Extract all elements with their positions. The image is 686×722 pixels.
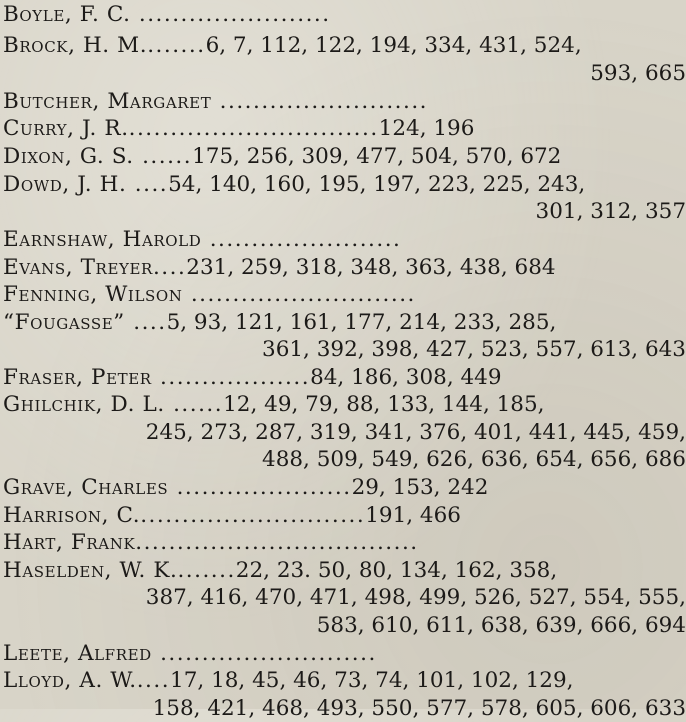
dot-leader: .................. [151,365,311,390]
entry-name: “Fougasse” [3,310,125,335]
index-entry [0,143,686,170]
dot-leader: .............................. [128,116,379,141]
entry-name: Brock, H. M. [3,33,148,58]
index-entry [0,281,686,308]
page-numbers-continued: 583, 610, 611, 638, 639, 666, 694 [316,613,686,638]
dot-leader: ...... [164,392,224,417]
index-entry [0,529,686,556]
index-entry-continuation [0,60,686,87]
index-entry [0,667,686,694]
entry-name: Harrison, C. [3,503,141,528]
page-numbers: 84, 186, 308, 449 [310,365,502,390]
dot-leader: ....................... [130,2,331,27]
index-entry [0,171,686,198]
page-numbers: 175, 256, 309, 477, 504, 570, 672 [192,144,562,169]
index-entry [0,309,686,336]
entry-name: Dowd, J. H. [3,172,127,197]
index-entry [0,391,686,418]
index-entry-continuation [0,612,686,639]
index-entry-continuation [0,336,686,363]
index-entry [0,254,686,281]
index-entry [0,1,686,28]
entry-name: Curry, J. R. [3,116,129,141]
page-numbers-continued: 593, 665 [590,61,686,86]
entry-name: Fenning, Wilson [3,282,183,307]
page-numbers: 5, 93, 121, 161, 177, 214, 233, 285, [166,310,557,335]
dot-leader: ...... [133,144,193,169]
dot-leader: ......................... [211,89,429,114]
index-entry [0,557,686,584]
index-entry-continuation [0,419,686,446]
page-numbers: 17, 18, 45, 46, 73, 74, 101, 102, 129, [170,668,574,693]
dot-leader: ....... [147,33,206,58]
index-entry-continuation [0,198,686,225]
entry-name: Boyle, F. C. [3,2,131,27]
dot-leader: ....................... [201,227,402,252]
index-entry [0,502,686,529]
entry-name: Lloyd, A. W. [3,668,137,693]
index-entry [0,640,686,667]
entry-name: Fraser, Peter [3,365,152,390]
page-numbers-continued: 387, 416, 470, 471, 498, 499, 526, 527, 554, 555, [145,585,686,610]
entry-name: Earnshaw, Harold [3,227,202,252]
dot-leader: .... [136,668,171,693]
dot-leader: ........................... [182,282,416,307]
dot-leader: .... [126,172,169,197]
page-numbers: 124, 196 [378,116,475,141]
page-numbers: 12, 49, 79, 88, 133, 144, 185, [223,392,545,417]
page-numbers-continued: 361, 392, 398, 427, 523, 557, 613, 643 [262,337,686,362]
index-entry [0,226,686,253]
index-entry-continuation [0,446,686,473]
entry-name: Haselden, W. K. [3,558,178,583]
dot-leader: .......................... [151,641,377,666]
dot-leader: ........................... [140,503,366,528]
page-numbers-continued: 488, 509, 549, 626, 636, 654, 656, 686 [262,447,686,472]
index-entry [0,364,686,391]
dot-leader: ....... [177,558,236,583]
entry-name: Grave, Charles [3,475,169,500]
page-numbers-continued: 158, 421, 468, 493, 550, 577, 578, 605, 606, 633 [152,696,686,721]
page-numbers: 29, 153, 242 [351,475,489,500]
index-entry [0,474,686,501]
entry-name: Dixon, G. S. [3,144,134,169]
page-numbers-continued: 301, 312, 357 [535,199,686,224]
index-entry-continuation [0,584,686,611]
page-numbers: 54, 140, 160, 195, 197, 223, 225, 243, [168,172,586,197]
index-entry [0,32,686,59]
dot-leader: ..................... [168,475,352,500]
page-numbers: 191, 466 [365,503,461,528]
page-numbers: 231, 259, 318, 348, 363, 438, 684 [186,255,556,280]
page-numbers: 6, 7, 112, 122, 194, 334, 431, 524, [205,33,582,58]
entry-name: Butcher, Margaret [3,89,212,114]
entry-name: Evans, Treyer [3,255,153,280]
entry-name: Hart, Frank [3,530,136,555]
dot-leader: .... [152,255,187,280]
entry-name: Ghilchik, D. L. [3,392,165,417]
index-entry [0,115,686,142]
page-numbers-continued: 245, 273, 287, 319, 341, 376, 401, 441, 445, 459, [145,420,686,445]
index-entry [0,88,686,115]
dot-leader: .................................. [135,530,419,555]
dot-leader: .... [124,310,167,335]
page-numbers: 22, 23. 50, 80, 134, 162, 358, [235,558,558,583]
entry-name: Leete, Alfred [3,641,152,666]
